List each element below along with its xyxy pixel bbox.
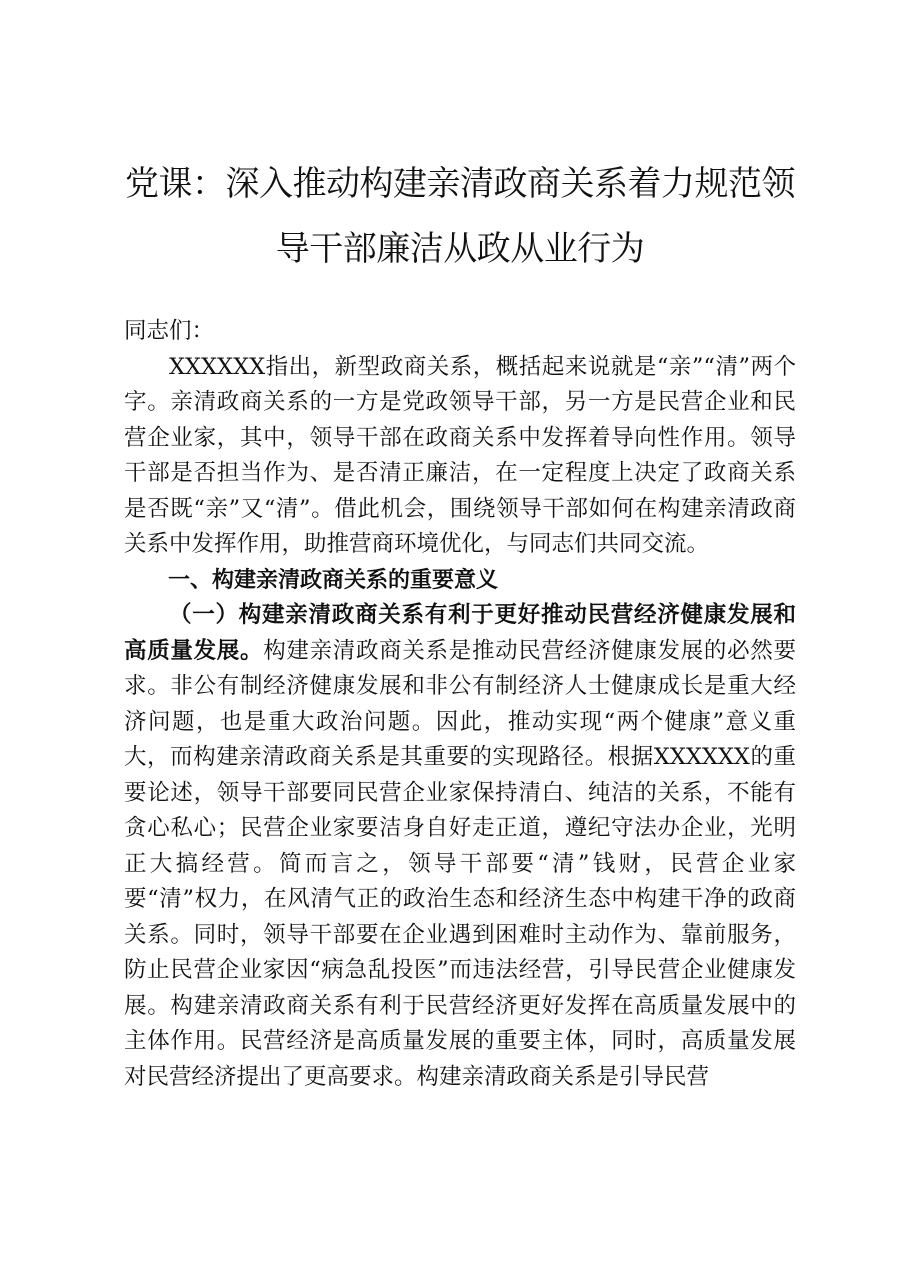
intro-paragraph: XXXXXX指出，新型政商关系，概括起来说就是“亲”“清”两个字。亲清政商关系的一方是党政领导干部，另一方是民营企业和民营企业家，其中，领导干部在政商关系中发挥着导向性作用。领导干部是否担当作为、是否清正廉洁，在一定程度上决定了政商关系是否既“亲”又“清”。借此机会，围绕领导干部如何在构建亲清政商关系中发挥作用，助推营商环境优化，与同志们共同交流。 [124,353,796,557]
section-heading: 一、构建亲清政商关系的重要意义 [168,567,499,593]
subsection-heading: （一）构建亲清政商关系有利于更好推动民营经济健康发展和高质量发展。 [124,602,796,664]
subsection-body: 构建亲清政商关系是推动民营经济健康发展的必然要求。非公有制经济健康发展和非公有制经济人士健康成长是重大经济问题，也是重大政治问题。因此，推动实现“两个健康”意义重大，而构建亲清政商关系是其重要的实现路径。根据XXXXXX的重要论述，领导干部要同民营企业家保持清白、纯洁的关系，不能有贪心私心；民营企业家要洁身自好走正道，遵纪守法办企业，光明正大搞经营。简而言之，领导干部要“清”钱财，民营企业家要“清”权力，在风清气正的政治生态和经济生态中构建干净的政商关系。同时，领导干部要在企业遇到困难时主动作为、靠前服务，防止民营企业家因“病急乱投医”而违法经营，引导民营企业健康发展。构建亲清政商关系有利于民营经济更好发挥在高质量发展中的主体作用。民营经济是高质量发展的重要主体，同时，高质量发展对民营经济提出了更高要求。构建亲清政商关系是引导民营 [124,637,796,1090]
document-title-line-2: 导干部廉洁从政从业行为 [275,229,645,269]
salutation: 同志们： [124,318,215,344]
subsection-paragraph [124,598,796,1095]
document-title-line-1: 党课：深入推动构建亲清政商关系着力规范领 [125,164,795,204]
document-body [124,314,796,1095]
